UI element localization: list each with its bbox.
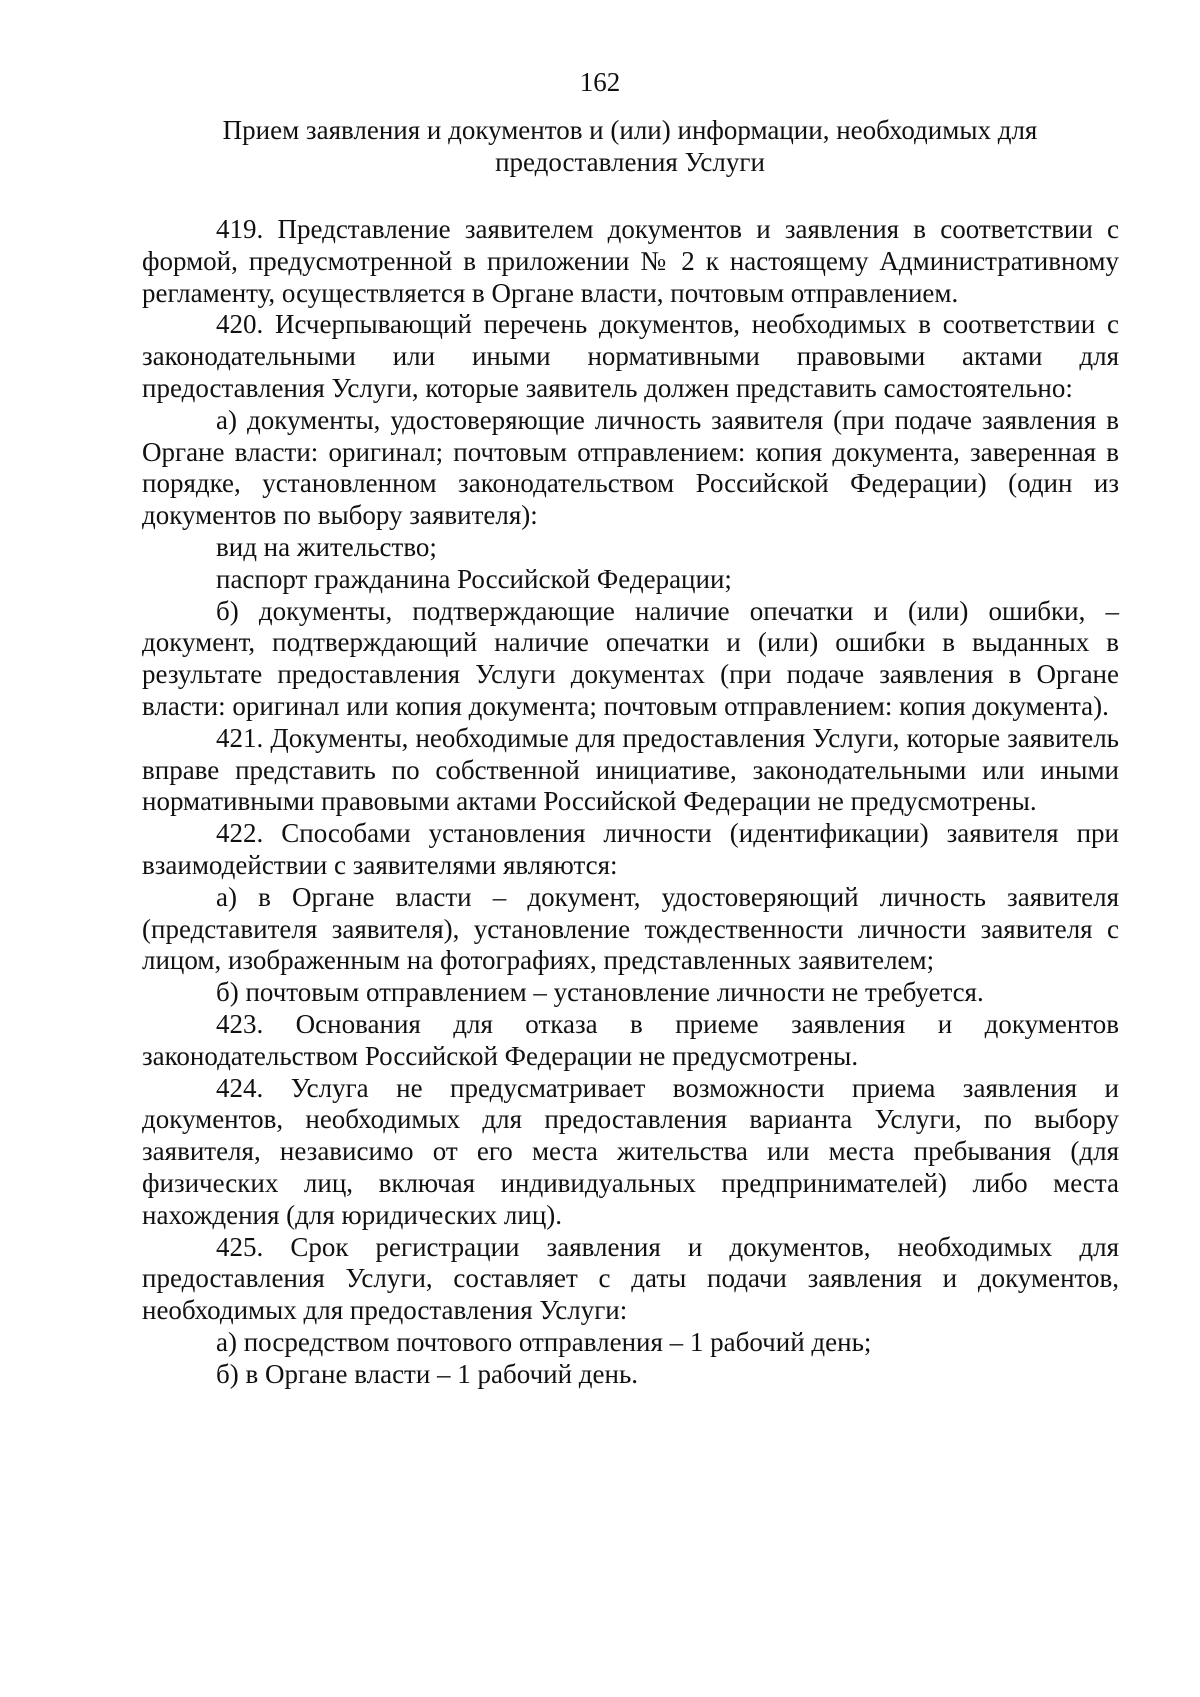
paragraph-421: 421. Документы, необходимые для предоставления Услуги, которые заявитель вправе представить по собственной инициативе, законодательными или иными нормативными правовыми актами Российской Федерации не предусмотрены. — [142, 722, 1119, 817]
paragraph-423: 423. Основания для отказа в приеме заявления и документов законодательством Российской Федерации не предусмотрены. — [142, 1008, 1119, 1071]
paragraph-420-b: б) документы, подтверждающие наличие опечатки и (или) ошибки, – документ, подтверждающий наличие опечатки и (или) ошибки в выданных в результате предоставления Услуги документах (при подаче заявления в Органе власти: оригинал или копия документа; почтовым отправлением: копия документа). — [142, 595, 1119, 721]
list-item-residence-permit: вид на жительство; — [216, 531, 437, 562]
section-title-line-1: Прием заявления и документов и (или) информации, необходимых для — [222, 115, 1038, 145]
section-title-line-2: предоставления Услуги — [495, 147, 765, 177]
document-body — [142, 214, 1119, 1390]
paragraph-419: 419. Представление заявителем документов и заявления в соответствии с формой, предусмотренной в приложении № 2 к настоящему Административному регламенту, осуществляется в Органе власти, почтовым отправлением. — [142, 214, 1119, 308]
paragraph-422-a: а) в Органе власти – документ, удостоверяющий личность заявителя (представителя заявителя), установление тождественности личности заявителя с лицом, изображенным на фотографиях, представленных заявителем; — [142, 881, 1119, 976]
paragraph-422-b: б) почтовым отправлением – установление личности не требуется. — [216, 977, 984, 1008]
section-title — [180, 114, 1080, 178]
paragraph-420-a: а) документы, удостоверяющие личность заявителя (при подаче заявления в Органе власти: оригинал; почтовым отправлением: копия документа, заверенная в порядке, установленном законодательством Российской Федерации) (один из документов по выбору заявителя): — [142, 404, 1119, 531]
paragraph-425-a: а) посредством почтового отправления – 1 рабочий день; — [216, 1326, 872, 1357]
paragraph-420: 420. Исчерпывающий перечень документов, необходимых в соответствии с законодательными или иными нормативными правовыми актами для предоставления Услуги, которые заявитель должен представить самостоятельно: — [142, 309, 1119, 403]
paragraph-424: 424. Услуга не предусматривает возможности приема заявления и документов, необходимых для предоставления варианта Услуги, по выбору заявителя, независимо от его места жительства или места пребывания (для физических лиц, включая индивидуальных предпринимателей) либо места нахождения (для юридических лиц). — [142, 1072, 1119, 1230]
paragraph-422: 422. Способами установления личности (идентификации) заявителя при взаимодействии с заявителями являются: — [142, 818, 1119, 880]
paragraph-425-b: б) в Органе власти – 1 рабочий день. — [216, 1358, 639, 1389]
paragraph-425: 425. Срок регистрации заявления и документов, необходимых для предоставления Услуги, составляет с даты подачи заявления и документов, необходимых для предоставления Услуги: — [142, 1231, 1119, 1326]
list-item-passport: паспорт гражданина Российской Федерации; — [216, 563, 732, 594]
page-number: 162 — [579, 67, 621, 97]
